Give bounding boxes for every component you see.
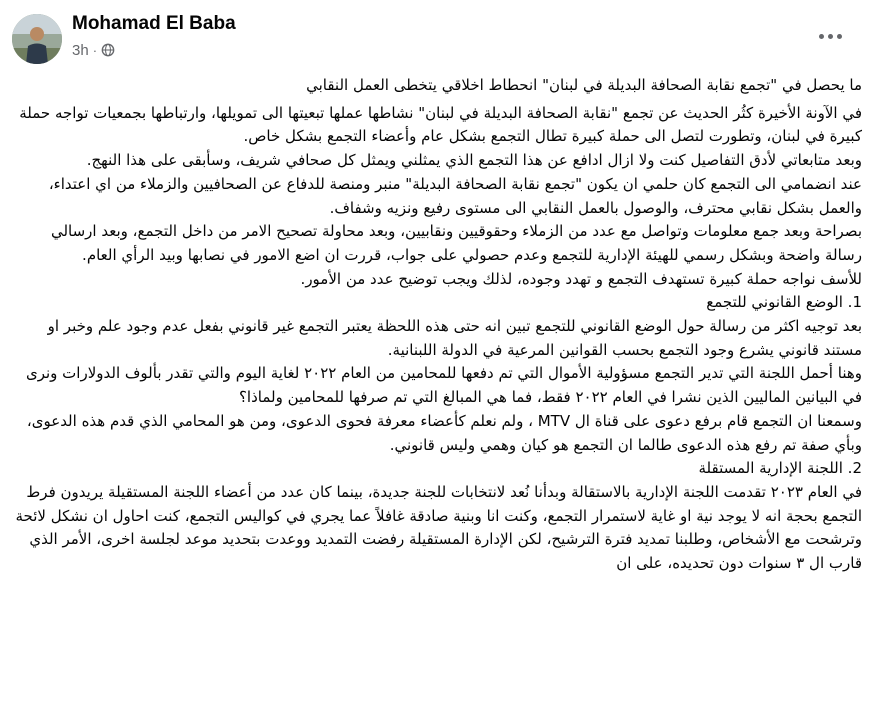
paragraph: للأسف نواجه حملة كبيرة تستهدف التجمع و تهدد وجوده، لذلك ويجب توضيح عدد من الأمور.	[300, 269, 862, 288]
globe-icon	[101, 43, 115, 57]
post-header	[0, 0, 876, 70]
post-time[interactable]: 3h	[72, 41, 89, 59]
paragraph: بعد توجيه اكثر من رسالة حول الوضع القانوني للتجمع تبين انه حتى هذه اللحظة يعتبر التجمع غير قانوني بفعل عدم وجود علم وخبر او مستند قانوني يشرع وجود التجمع بحسب القوانين المرعية في الدولة اللبنانية.	[47, 317, 862, 359]
paragraph: في العام ٢٠٢٣ تقدمت اللجنة الإدارية بالاستقالة وبدأنا نُعد لانتخابات للجنة جديدة، بينما كان عدد من أعضاء اللجنة المستقيلة يريدون فرط التجمع بحجة انه لا يوجد نية او غاية لاستمرار التجمع، وكنت انا وبنية صادقة غافلاً عما يجري في كواليس التجمع، كنت احاول ان نشكل لائحة وترشحت مع الأشخاص، وطلبنا تمديد فترة الترشيح، لكن الإدارة المستقيلة رفضت التمديد ووعدت بتحديد موعد لجلسة اخرى، الأمر الذي قارب ال ٣ سنوات دون تحديده، على ان	[15, 482, 862, 573]
avatar-photo	[12, 14, 62, 64]
post-content	[14, 74, 862, 576]
paragraph: وسمعنا ان التجمع قام برفع دعوى على قناة ال MTV ، ولم نعلم كأعضاء معرفة فحوى الدعوى، ومن هو المحامي الذي قدم هذه الدعوى، وبأي صفة تم رفع هذه الدعوى طالما ان التجمع هو كيان وهمي وليس قانوني.	[26, 411, 862, 454]
paragraph: وهنا أحمل اللجنة التي تدير التجمع مسؤولية الأموال التي تم دفعها للمحامين من العام ٢٠٢٢ لغاية اليوم والتي تقدر بألوف الدولارات ونرى في البيانين الماليين الذين نشرا في العام ٢٠٢٢ فقط، فما هي المبالغ التي تم صرفها للمحامين ولماذا؟	[25, 364, 862, 407]
paragraph: وبعد متابعاتي لأدق التفاصيل كنت ولا ازال ادافع عن هذا التجمع الذي يمثلني ويمثل كل صحافي شريف، وسأبقى على هذا النهج.	[86, 151, 862, 170]
post-meta	[72, 40, 115, 60]
post-title: ما يحصل في "تجمع نقابة الصحافة البديلة في لبنان" انحطاط اخلاقي يتخطى العمل النقابي	[306, 76, 862, 94]
meta-separator: ·	[92, 42, 98, 58]
paragraph: عند انضمامي الى التجمع كان حلمي ان يكون "تجمع نقابة الصحافة البديلة" منبر ومنصة للدفاع عن الصحافيين والزملاء من اي اعتداء، والعمل بشكل نقابي محترف، والوصول بالعمل النقابي الى مستوى رفيع ونزيه وشفاف.	[48, 174, 862, 217]
avatar[interactable]	[12, 14, 62, 64]
paragraph: بصراحة وبعد جمع معلومات وتواصل مع عدد من الزملاء وحقوقيين ونقابيين، وبعد محاولة تصحيح الامر من داخل التجمع، وبعد ارسالي رسالة واضحة وبشكل رسمي للهيئة الإدارية للتجمع وعدم حصولي على جواب، قررت ان اضع الامور في نصابها وبيد الرأي العام.	[50, 222, 862, 264]
author-name[interactable]: Mohamad El Baba	[72, 13, 236, 34]
more-options-icon[interactable]	[812, 24, 848, 48]
paragraph: في الآونة الأخيرة كثُر الحديث عن تجمع "نقابة الصحافة البديلة في لبنان" نشاطها عملها تبعيتها الى تمويلها، وارتباطها بجمعيات تواجه حملة كبيرة في لبنان، وتطورت لتصل الى حملة كبيرة تطال التجمع بشكل عام وأعضاء التجمع بشكل خاص.	[19, 103, 862, 146]
section-heading: 1. الوضع القانوني للتجمع	[706, 293, 862, 312]
section-heading: 2. اللجنة الإدارية المستقلة	[698, 459, 862, 478]
